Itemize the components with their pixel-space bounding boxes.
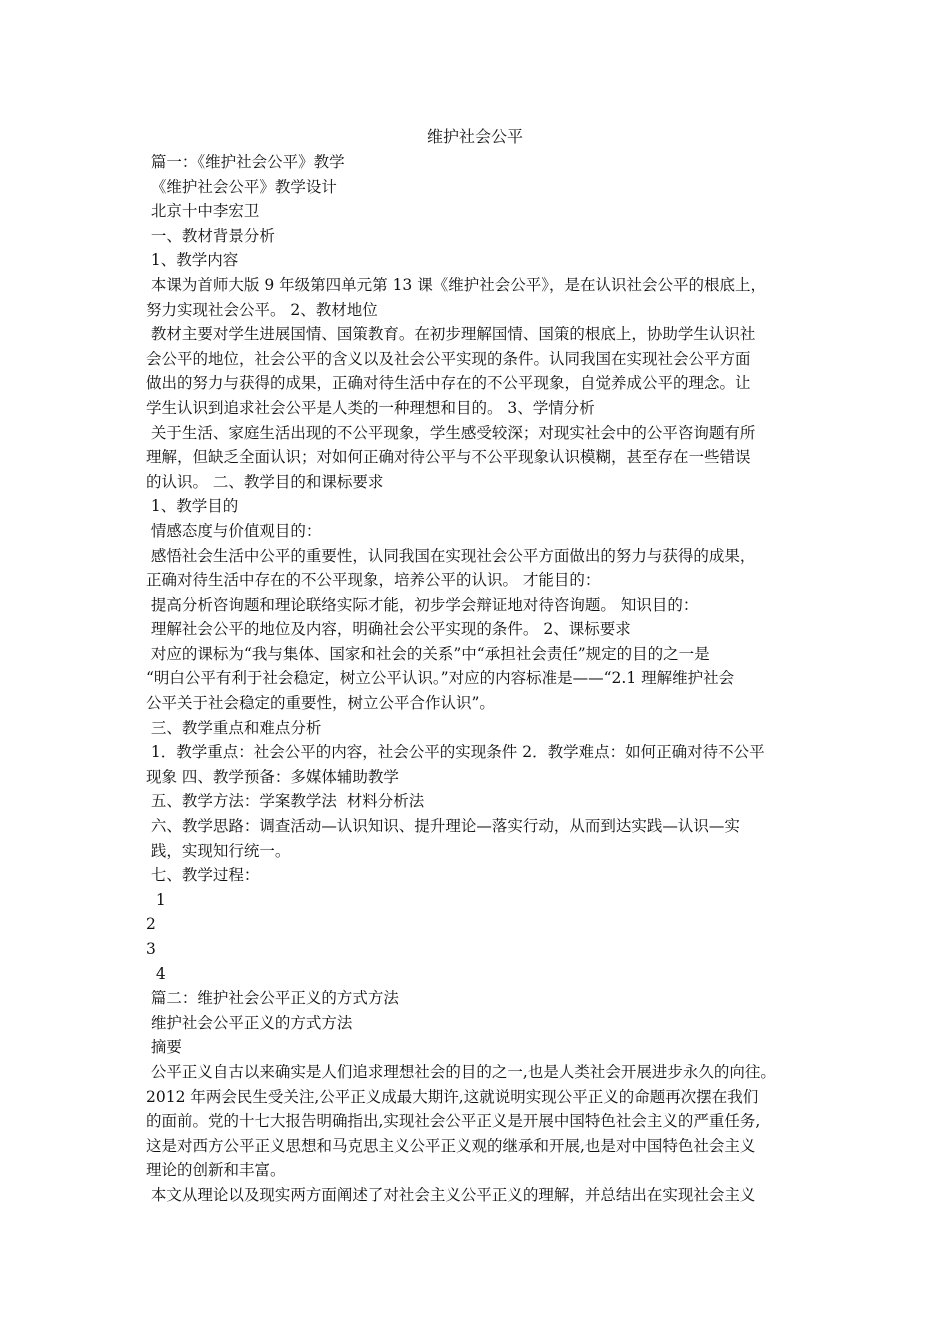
document-title: 维护社会公平 — [426, 127, 523, 146]
text-line: 篇二：维护社会公平正义的方式方法 — [146, 989, 399, 1008]
text-line: 的面前。党的十七大报告明确指出,实现社会公平正义是开展中国特色社会主义的严重任务, — [146, 1112, 761, 1131]
text-line: 六、教学思路：调查活动—认识知识、提升理论—落实行动，从而到达实践—认识—实 — [146, 817, 740, 836]
text-line: 关于生活、家庭生活出现的不公平现象，学生感受较深；对现实社会中的公平咨询题有所 — [146, 423, 756, 442]
text-line: 现象 四、教学预备：多媒体辅助教学 — [146, 767, 399, 786]
text-line: 提高分析咨询题和理论联络实际才能，初步学会辩证地对待咨询题。 知识目的： — [146, 595, 699, 614]
text-line: 做出的努力与获得的成果，正确对待生活中存在的不公平现象，自觉养成公平的理念。让 — [146, 374, 751, 393]
text-line: 努力实现社会公平。 2、教材地位 — [146, 300, 378, 319]
text-line: 公平关于社会稳定的重要性，树立公平合作认识”。 — [146, 694, 495, 713]
text-line: 践，实现知行统一。 — [146, 841, 291, 860]
text-line: 本课为首师大版 9 年级第四单元第 13 课《维护社会公平》，是在认识社会公平的根底上， — [146, 275, 766, 294]
text-line: 七、教学过程： — [146, 866, 260, 885]
text-line: 本文从理论以及现实两方面阐述了对社会主义公平正义的理解，并总结出在实现社会主义 — [146, 1185, 756, 1204]
text-line: 理解社会公平的地位及内容，明确社会公平实现的条件。 2、课标要求 — [146, 620, 631, 639]
document-body — [146, 150, 818, 1208]
text-line: 摘要 — [146, 1038, 182, 1057]
text-line: 会公平的地位，社会公平的含义以及社会公平实现的条件。认同我国在实现社会公平方面 — [146, 349, 751, 368]
text-line: 这是对西方公平正义思想和马克思主义公平正义观的继承和开展,也是对中国特色社会主义 — [146, 1136, 756, 1155]
text-line: “明白公平有利于社会稳定，树立公平认识。”对应的内容标准是——“2.1 理解维护社会 — [146, 669, 735, 688]
text-line: 学生认识到追求社会公平是人类的一种理想和目的。 3、学情分析 — [146, 398, 595, 417]
text-line: 对应的课标为“我与集体、国家和社会的关系”中“承担社会责任”规定的目的之一是 — [146, 644, 710, 663]
text-line: 五、教学方法：学案教学法 材料分析法 — [146, 792, 425, 811]
text-line: 北京十中李宏卫 — [146, 202, 260, 221]
text-line: 2 — [146, 915, 156, 934]
text-line: 篇一：《维护社会公平》教学 — [146, 153, 345, 171]
text-line: 理解，但缺乏全面认识；对如何正确对待公平与不公平现象认识模糊，甚至存在一些错误 — [146, 448, 751, 467]
text-line: 4 — [146, 964, 166, 983]
text-line: 教材主要对学生进展国情、国策教育。在初步理解国情、国策的根底上，协助学生认识社 — [146, 325, 756, 344]
text-line: 2012 年两会民生受关注,公平正义成最大期许,这就说明实现公平正义的命题再次摆在我们 — [146, 1087, 759, 1106]
text-line: 《维护社会公平》教学设计 — [146, 177, 337, 196]
text-line: 维护社会公平正义的方式方法 — [146, 1013, 353, 1032]
text-line: 1．教学重点：社会公平的内容，社会公平的实现条件 2．教学难点：如何正确对待不公平 — [146, 743, 765, 762]
text-line: 理论的创新和丰富。 — [146, 1161, 286, 1180]
text-line: 一、教材背景分析 — [146, 226, 275, 245]
text-line: 的认识。 二、教学目的和课标要求 — [146, 472, 384, 491]
text-line: 三、教学重点和难点分析 — [146, 718, 322, 737]
text-line: 1、教学内容 — [146, 251, 239, 270]
text-line: 情感态度与价值观目的： — [146, 521, 322, 540]
text-line: 正确对待生活中存在的不公平现象，培养公平的认识。 才能目的： — [146, 571, 601, 590]
text-line: 1 — [146, 890, 166, 909]
text-line: 公平正义自古以来确实是人们追求理想社会的目的之一,也是人类社会开展进步永久的向往。 — [146, 1062, 776, 1081]
text-line: 1、教学目的 — [146, 497, 239, 516]
text-line: 感悟社会生活中公平的重要性，认同我国在实现社会公平方面做出的努力与获得的成果， — [146, 546, 756, 565]
text-line: 3 — [146, 940, 156, 958]
